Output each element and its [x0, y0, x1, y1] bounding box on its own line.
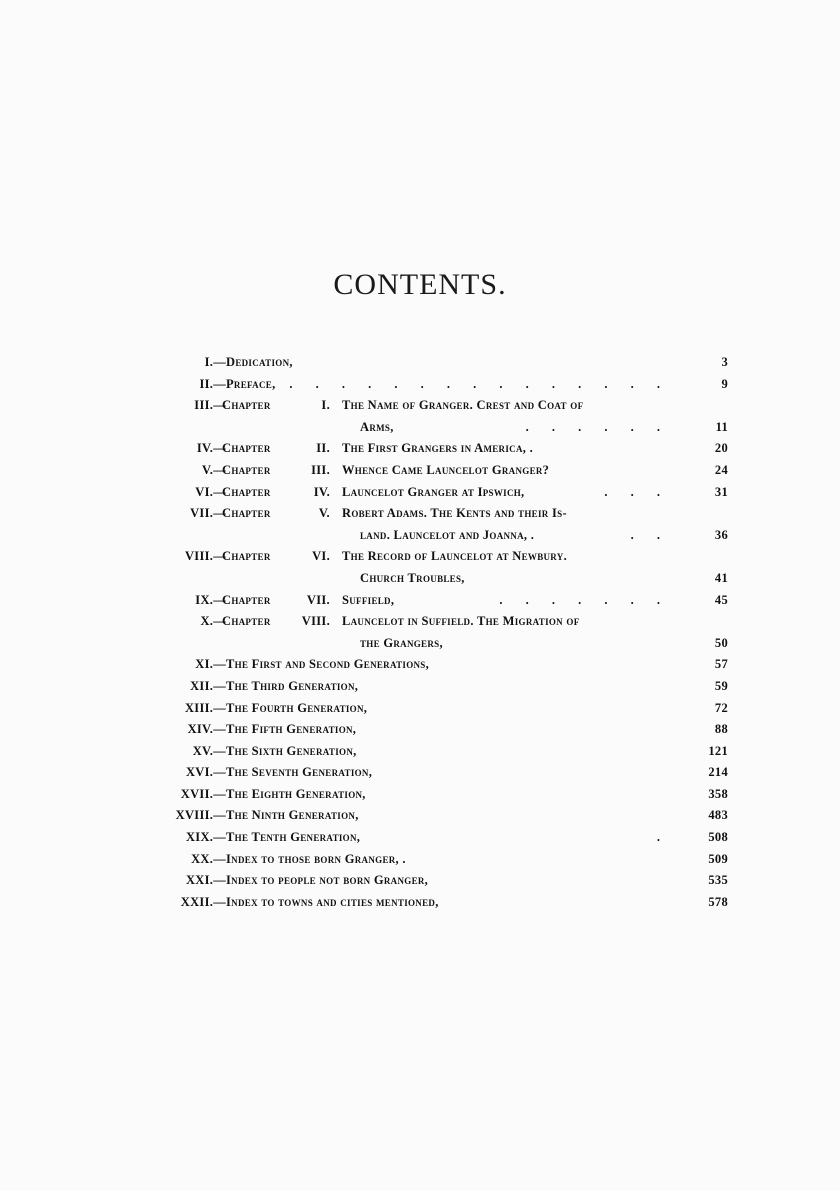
entry-title: Index to towns and cities mentioned,: [226, 894, 439, 909]
toc-entry-continuation: [0, 525, 840, 547]
page-number: 3: [721, 355, 728, 369]
entry-number: XIX.—: [185, 830, 226, 845]
entry-title: Robert Adams. The Kents and their Is-: [342, 506, 567, 521]
entry-number: XVII.—: [180, 786, 226, 801]
toc-entry: [0, 805, 840, 827]
entry-title: The First Grangers in America, .: [342, 441, 534, 456]
chapter-label: Chapter: [222, 549, 271, 564]
toc-entry: [0, 546, 840, 568]
page-number: 509: [708, 851, 728, 866]
entry-title: Index to people not born Granger,: [226, 873, 429, 888]
table-of-contents: [0, 352, 840, 913]
page-number: 9: [721, 376, 728, 391]
chapter-number: IV.: [313, 484, 330, 499]
toc-entry: [0, 374, 840, 396]
entry-title: Suffield,: [342, 592, 395, 607]
entry-title: The First and Second Generations,: [226, 657, 430, 672]
chapter-number: II.: [316, 441, 330, 456]
entry-number: XV.—: [192, 743, 226, 758]
entry-title: The Sixth Generation,: [226, 743, 357, 758]
entry-title-continuation: Arms,: [360, 419, 394, 434]
toc-entry: [0, 784, 840, 806]
entry-title: Launcelot in Suffield. The Migration of: [342, 614, 580, 629]
chapter-label: Chapter: [222, 592, 271, 607]
toc-entry: [0, 503, 840, 525]
entry-title: The Record of Launcelot at Newbury.: [342, 549, 568, 564]
entry-title: Launcelot Granger at Ipswich,: [342, 484, 525, 499]
entry-title: Index to those born Granger, .: [226, 851, 406, 866]
entry-number: VII.—: [190, 506, 226, 521]
dot-leader: . . . . . . . . . . . . . . .: [289, 376, 670, 391]
page-number: 59: [714, 678, 728, 693]
chapter-label: Chapter: [222, 484, 271, 499]
dot-leader: . . . . . . .: [499, 592, 670, 607]
toc-entry: [0, 849, 840, 871]
toc-entry: [0, 482, 840, 504]
toc-entry: [0, 395, 840, 417]
entry-number: IX.—: [195, 592, 226, 607]
dot-leader: . . .: [604, 484, 670, 499]
page-number: 72: [714, 700, 728, 715]
entry-title: Preface,: [226, 376, 276, 391]
entry-number: XI.—: [195, 657, 226, 672]
toc-entry: [0, 611, 840, 633]
page-number: 508: [708, 830, 728, 845]
entry-number: XIV.—: [187, 722, 226, 737]
chapter-label: Chapter: [222, 462, 271, 477]
page-number: 24: [714, 462, 728, 477]
page-number: 88: [714, 722, 728, 737]
entry-number: VIII.—: [184, 549, 226, 564]
toc-entry: [0, 892, 840, 914]
page-number: 45: [714, 592, 728, 607]
dot-leader: . . . . . .: [525, 419, 670, 434]
chapter-number: VI.: [312, 549, 330, 564]
entry-number: VI.—: [195, 484, 226, 499]
entry-number: I.—: [204, 355, 226, 369]
page-title: CONTENTS.: [333, 268, 507, 301]
entry-title-continuation: Church Troubles,: [360, 570, 465, 585]
entry-number: XVIII.—: [175, 808, 226, 823]
page-number: 41: [714, 570, 728, 585]
entry-number: XII.—: [190, 678, 226, 693]
page-number: 358: [708, 786, 728, 801]
entry-title-continuation: the Grangers,: [360, 635, 443, 650]
toc-entry: [0, 460, 840, 482]
toc-entry: [0, 762, 840, 784]
toc-entry: [0, 698, 840, 720]
page-number: 535: [708, 873, 728, 888]
entry-title: The Name of Granger. Crest and Coat of: [342, 398, 584, 413]
toc-entry: [0, 870, 840, 892]
entry-number: XIII.—: [184, 700, 226, 715]
toc-entry-continuation: [0, 417, 840, 439]
toc-entry: [0, 741, 840, 763]
entry-title: The Fifth Generation,: [226, 722, 357, 737]
page-number: 214: [708, 765, 728, 780]
page-number: 578: [708, 894, 728, 909]
toc-entry-continuation: [0, 633, 840, 655]
chapter-label: Chapter: [222, 614, 271, 629]
entry-number: V.—: [202, 462, 226, 477]
entry-number: XVI.—: [185, 765, 226, 780]
chapter-number: V.: [318, 506, 330, 521]
entry-number: IV.—: [196, 441, 226, 456]
toc-entry: [0, 827, 840, 849]
toc-entry-continuation: [0, 568, 840, 590]
page-number: 20: [714, 441, 728, 456]
entry-title: Whence Came Launcelot Granger?: [342, 462, 550, 477]
chapter-number: I.: [321, 398, 330, 413]
entry-number: X.—: [200, 614, 226, 629]
chapter-number: III.: [311, 462, 330, 477]
page-number: 50: [714, 635, 728, 650]
entry-number: XXII.—: [180, 894, 226, 909]
chapter-number: VII.: [306, 592, 330, 607]
toc-entry: [0, 352, 840, 374]
page-number: 483: [708, 808, 728, 823]
page-number: 31: [714, 484, 728, 499]
chapter-label: Chapter: [222, 398, 271, 413]
toc-entry: [0, 654, 840, 676]
entry-title: The Tenth Generation,: [226, 830, 361, 845]
page-number: 57: [714, 657, 728, 672]
entry-number: XXI.—: [185, 873, 226, 888]
entry-number: III.—: [194, 398, 226, 413]
entry-title: The Fourth Generation,: [226, 700, 368, 715]
toc-entry: [0, 438, 840, 460]
chapter-label: Chapter: [222, 441, 271, 456]
page-number: 121: [708, 743, 728, 758]
entry-title: The Ninth Generation,: [226, 808, 359, 823]
entry-number: XX.—: [191, 851, 226, 866]
entry-title: The Seventh Generation,: [226, 765, 373, 780]
toc-entry: [0, 676, 840, 698]
chapter-label: Chapter: [222, 506, 271, 521]
page-number: 11: [715, 419, 728, 434]
dot-leader: .: [656, 830, 670, 845]
toc-entry: [0, 590, 840, 612]
entry-title: The Eighth Generation,: [226, 786, 366, 801]
dot-leader: . .: [630, 527, 670, 542]
entry-title-continuation: land. Launcelot and Joanna, .: [360, 527, 535, 542]
toc-entry: [0, 719, 840, 741]
entry-title: Dedication,: [226, 355, 293, 369]
entry-title: The Third Generation,: [226, 678, 359, 693]
entry-number: II.—: [199, 376, 226, 391]
page-number: 36: [714, 527, 728, 542]
chapter-number: VIII.: [301, 614, 330, 629]
